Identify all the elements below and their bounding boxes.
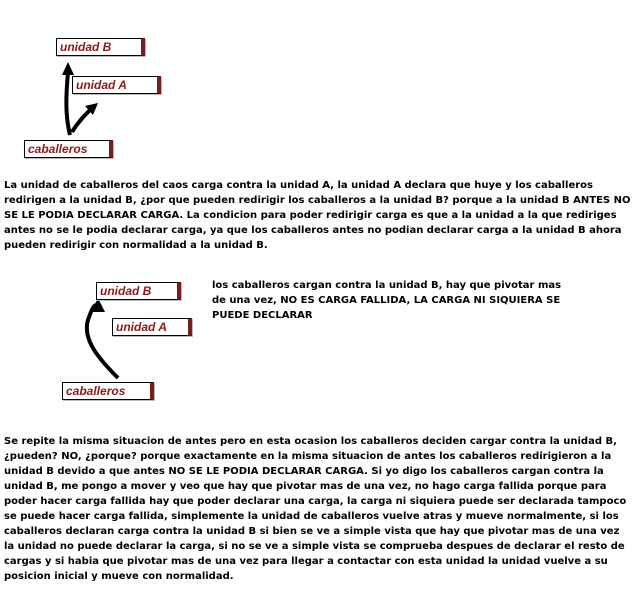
paragraph-2: Se repite la misma situacion de antes pero en esta ocasion los caballeros deciden cargar contra la unidad B, ¿pueden? NO, ¿porque? porque exactamente en la misma situacion de antes los caballeros redirigieron a la unidad B devido a que antes NO SE LE PODIA DECLARAR CARGA. Si yo digo los caballeros cargan contra la unidad B, me pongo a mover y veo que hay que pivotar mas de una vez, no hago carga fallida porque para poder hacer carga fallida hay que poder declarar una carga, la carga ni siquiera puede ser declarada tampoco se puede hacer carga fallida, simplemente la unidad de caballeros vuelve atras y mueve normalmente, si los caballeros declaran carga contra la unidad B si bien se ve a simple vista que hay que pivotar mas de una vez la unidad no puede declarar la carga, si no se ve a simple vista se comprueba despues de declarar el resto de cargas y si habia que pivotar mas de una vez para llegar a contactar con esta unidad la unidad vuelve a su posicion inicial y mueve con normalidad. — [4, 436, 627, 582]
paragraph-1: La unidad de caballeros del caos carga contra la unidad A, la unidad A declara que huye y los caballeros redirigen a la unidad B, ¿por que pueden redirigir los caballeros a la unidad B? porque a la unidad B ANTES NO SE LE PODIA DECLARAR CARGA. La condicion para poder redirigir carga es que a la unidad a la que rediriges antes no se le podia declarar carga, ya que los caballeros antes no podian declarar carga a la unidad B ahora pueden redirigir con normalidad a la unidad B. — [4, 180, 631, 251]
side-note: los caballeros cargan contra la unidad B, hay que pivotar mas de una vez, NO ES CARGA FALLIDA, LA CARGA NI SIQUIERA SE PUEDE DECLARAR — [212, 280, 562, 321]
diagram1-unit-b: unidad B — [56, 38, 145, 56]
diagram1-knights: caballeros — [24, 140, 113, 158]
diagram2-unit-b: unidad B — [96, 282, 181, 300]
diagram1-unit-a: unidad A — [72, 76, 161, 94]
diagram2-unit-a: unidad A — [112, 318, 192, 336]
diagram2-knights: caballeros — [62, 382, 154, 400]
